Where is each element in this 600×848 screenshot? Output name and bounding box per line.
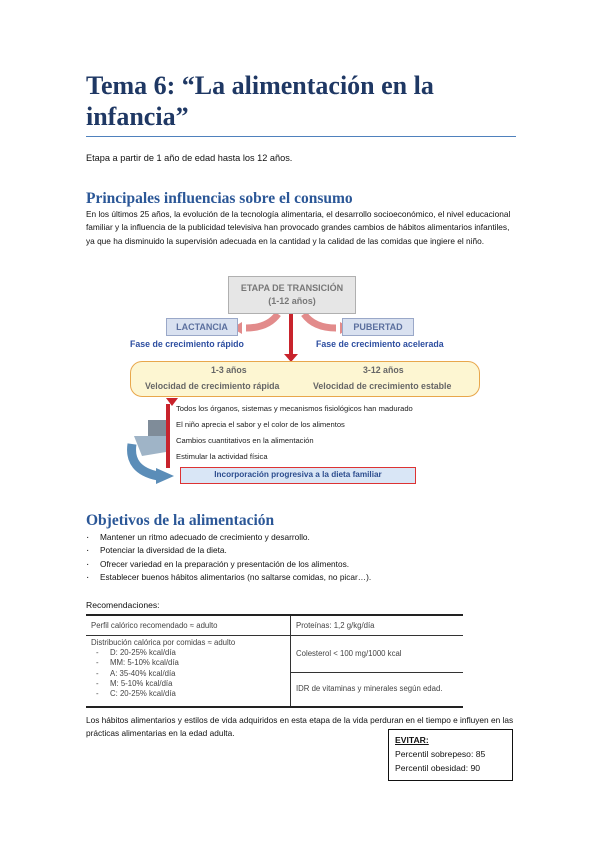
list-item: - A: 35-40% kcal/día xyxy=(96,668,176,678)
objectives-heading: Objetivos de la alimentación xyxy=(86,512,275,529)
bullets-bracket xyxy=(166,404,170,468)
evitar-box xyxy=(388,729,513,781)
etapa-range: (1-12 años) xyxy=(268,296,316,306)
velocidad-estable: Velocidad de crecimiento estable xyxy=(313,381,452,391)
diagram-bullet: Cambios cuantitativos en la alimentación xyxy=(176,436,314,445)
percentil-obesidad: Percentil obesidad: 90 xyxy=(395,763,481,773)
list-item: - D: 20-25% kcal/día xyxy=(96,648,176,657)
row-divider xyxy=(291,635,463,636)
list-item: - C: 20-25% kcal/día xyxy=(96,689,176,699)
row-divider xyxy=(291,672,463,673)
evitar-heading: EVITAR: xyxy=(395,735,429,745)
diagram-bullet: El niño aprecia el sabor y el color de los alimentos xyxy=(176,420,345,429)
velocidad-rapida: Velocidad de crecimiento rápida xyxy=(145,381,280,391)
table-right-column xyxy=(291,616,463,706)
influences-heading: Principales influencias sobre el consumo xyxy=(86,190,353,207)
growth-stage-diagram xyxy=(118,266,488,494)
diagram-bullet: Todos los órganos, sistemas y mecanismos fisiológicos han madurado xyxy=(176,404,413,413)
fase-acelerada-label: Fase de crecimiento acelerada xyxy=(316,339,444,349)
distribucion-cell: Distribución calórica por comidas ≈ adulto xyxy=(91,638,236,647)
etapa-title: ETAPA DE TRANSICIÓN xyxy=(240,283,344,293)
list-item: · Ofrecer variedad en la preparación y presentación de los alimentos. xyxy=(86,558,516,571)
intro-text: Etapa a partir de 1 año de edad hasta los 12 años. xyxy=(86,153,293,163)
dieta-familiar-box: Incorporación progresiva a la dieta familiar xyxy=(180,467,416,484)
fase-rapido-label: Fase de crecimiento rápido xyxy=(130,339,244,349)
range-3-12: 3-12 años xyxy=(363,365,404,375)
list-item: · Mantener un ritmo adecuado de crecimiento y desarrollo. xyxy=(86,531,516,544)
proteinas-cell: Proteínas: 1,2 g/kg/día xyxy=(296,621,375,630)
recommendations-table xyxy=(86,614,463,708)
influences-paragraph: En los últimos 25 años, la evolución de la tecnología alimentaria, el desarrollo socioeconómico, el nivel educacional familiar y la influencia de la publicidad televisiva han provocado grandes cambios de hábitos alimentarios infantiles, ya que ha disminuido la supervisión adecuada en la cantidad y la calidad de las comidas que ingiere el niño. xyxy=(86,209,511,246)
lactancia-box: LACTANCIA xyxy=(166,318,238,336)
colesterol-cell: Colesterol < 100 mg/1000 kcal xyxy=(296,649,402,658)
etapa-transicion-box xyxy=(228,276,356,314)
list-item: · Potenciar la diversidad de la dieta. xyxy=(86,544,516,557)
page-title: Tema 6: “La alimentación en la infancia” xyxy=(86,71,434,131)
list-item: - MM: 5-10% kcal/día xyxy=(96,658,179,668)
final-paragraph: Los hábitos alimentarios y estilos de vida adquiridos en esta etapa de la vida perduran en el tiempo e influyen en las prácticas alimentarias en la edad adulta. xyxy=(86,715,514,739)
title-divider xyxy=(86,136,516,137)
velocidad-box xyxy=(130,361,480,397)
distribucion-list xyxy=(96,648,179,699)
list-item: - M: 5-10% kcal/día xyxy=(96,678,173,688)
diagram-bullet: Estimular la actividad física xyxy=(176,452,268,461)
percentil-sobrepeso: Percentil sobrepeso: 85 xyxy=(395,749,486,759)
range-1-3: 1-3 años xyxy=(211,365,247,375)
recommendations-label: Recomendaciones: xyxy=(86,600,160,610)
row-divider xyxy=(86,635,290,636)
perfil-cell: Perfil calórico recomendado ≈ adulto xyxy=(91,621,218,630)
pubertad-box: PUBERTAD xyxy=(342,318,414,336)
idr-cell: IDR de vitaminas y minerales según edad. xyxy=(296,684,443,693)
list-item: · Establecer buenos hábitos alimentarios (no saltarse comidas, no picar…). xyxy=(86,571,516,584)
objectives-list xyxy=(86,531,516,584)
table-left-column xyxy=(86,616,291,706)
